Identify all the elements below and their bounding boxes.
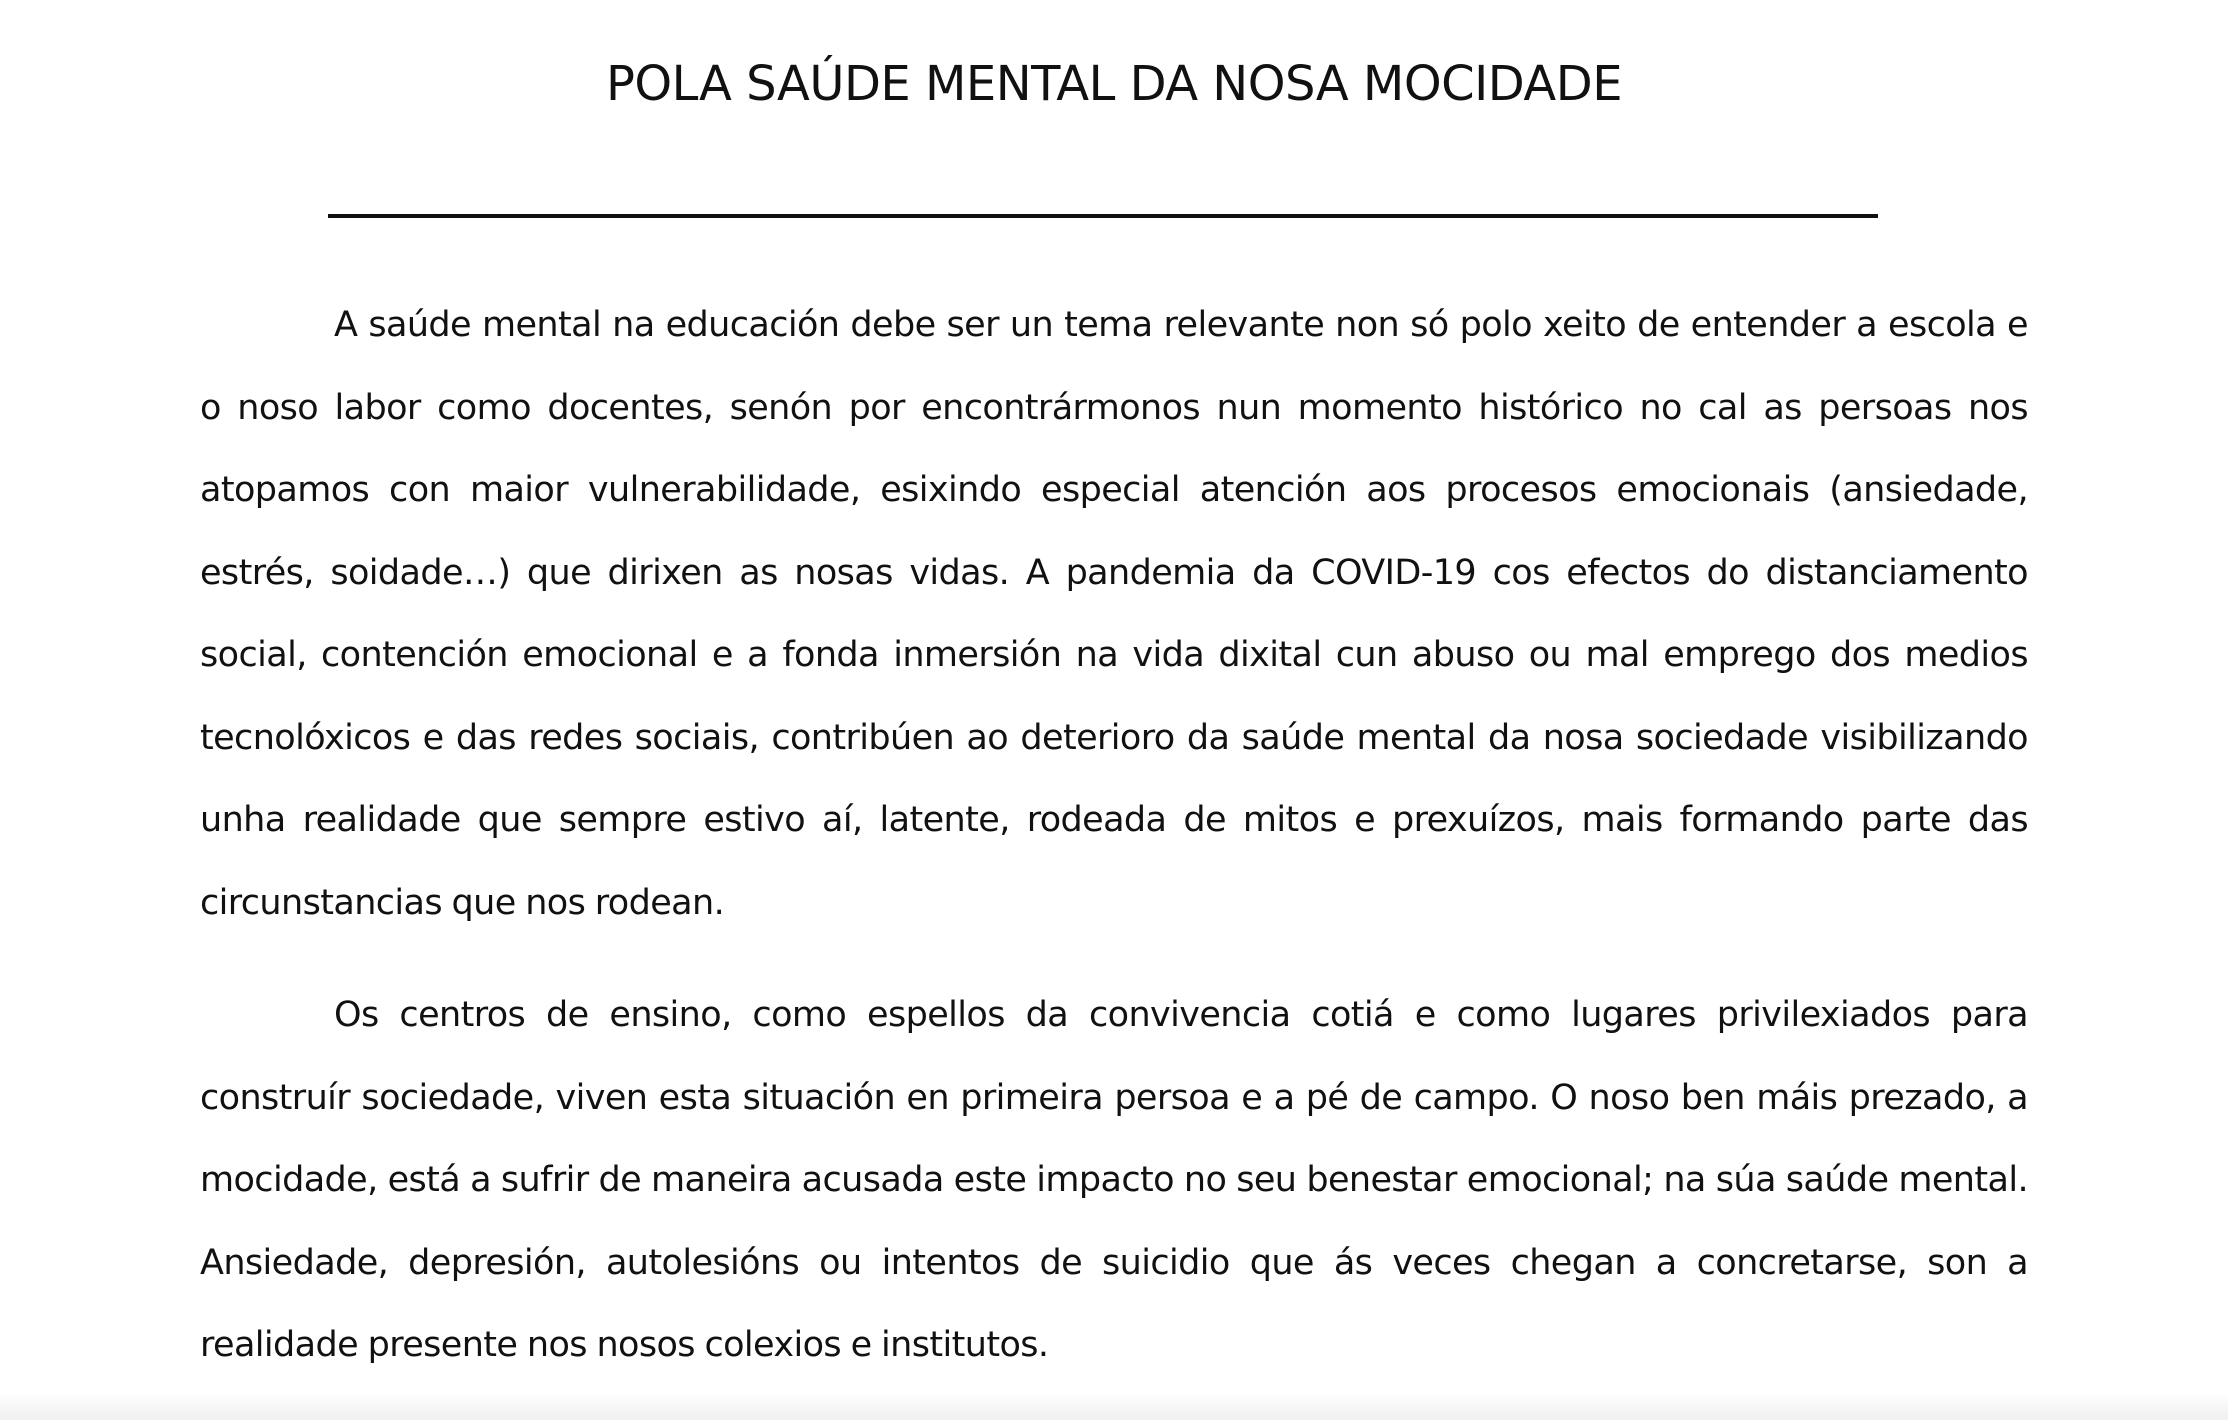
paragraph-1: A saúde mental na educación debe ser un tema relevante non só polo xeito de entender a escola e o noso labor como docentes, senón por encontrármonos nun momento histórico no cal as persoas nos atopamos con maior vulnerabilidade, esixindo especial atención aos procesos emocionais (ansiedade, estrés, soidade…) que dirixen as nosas vidas. A pandemia da COVID-19 cos efectos do distanciamento social, contención emocional e a fonda inmersión na vida dixital cun abuso ou mal emprego dos medios tecnolóxicos e das redes sociais, contribúen ao deterioro da saúde mental da nosa sociedade visibilizando unha realidade que sempre estivo aí, latente, rodeada de mitos e prexuízos, mais formando parte das circunstancias que nos rodean.	[200, 305, 2028, 923]
document-body	[200, 284, 2028, 1387]
page-bottom-edge	[0, 1392, 2228, 1420]
document-title: POLA SAÚDE MENTAL DA NOSA MOCIDADE	[605, 56, 1623, 112]
title-divider	[328, 214, 1878, 218]
paragraph-2: Os centros de ensino, como espellos da convivencia cotiá e como lugares privilexiados para construír sociedade, viven esta situación en primeira persoa e a pé de campo. O noso ben máis prezado, a mocidade, está a sufrir de maneira acusada este impacto no seu benestar emocional; na súa saúde mental. Ansiedade, depresión, autolesións ou intentos de suicidio que ás veces chegan a concretarse, son a realidade presente nos nosos colexios e institutos.	[200, 995, 2028, 1365]
